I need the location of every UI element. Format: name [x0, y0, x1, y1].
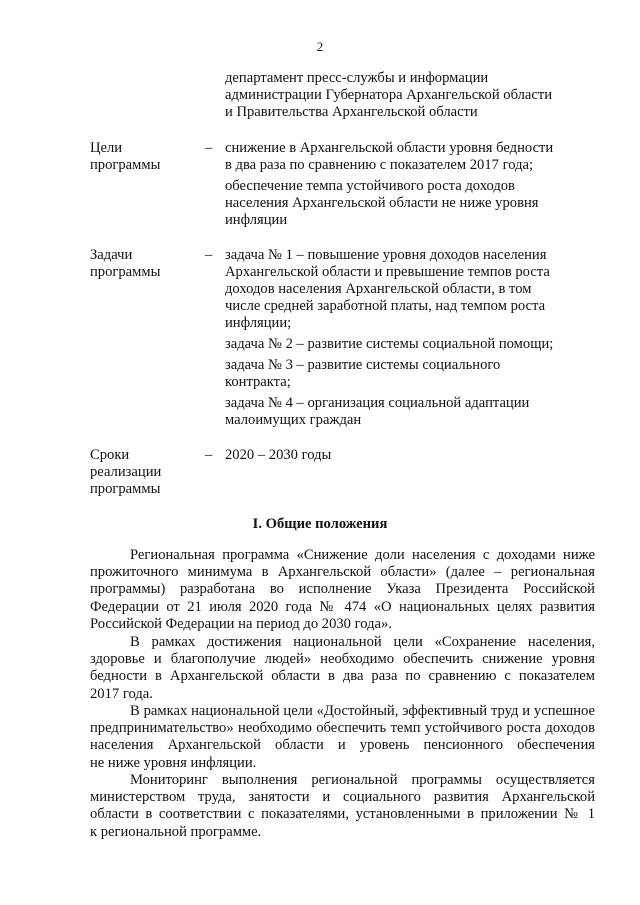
tasks-item-line: инфляции;: [225, 315, 292, 331]
tasks-label: Задачи: [90, 247, 133, 263]
paragraph-line: области в соответствии с показателями, установленными в приложении № 1: [90, 806, 595, 823]
responsible-line: департамент пресс-службы и информации: [225, 70, 489, 86]
tasks-dash: –: [205, 247, 213, 263]
terms-label: программы: [90, 481, 161, 497]
goals-item-line: снижение в Архангельской области уровня бедности: [225, 140, 554, 156]
tasks-item-line: задача № 4 – организация социальной адаптации: [225, 395, 530, 411]
paragraph-line: В рамках национальной цели «Достойный, эффективный труд и успешное: [130, 703, 595, 719]
paragraph-line: 2017 года.: [90, 685, 153, 702]
tasks-item-line: доходов населения Архангельской области, в том: [225, 281, 532, 297]
tasks-item-line: задача № 1 – повышение уровня доходов населения: [225, 247, 547, 263]
responsible-line: и Правительства Архангельской области: [225, 104, 478, 120]
tasks-item-line: числе средней заработной платы, над темпом роста: [225, 298, 546, 314]
tasks-item-line: малоимущих граждан: [225, 412, 362, 428]
terms-dash: –: [205, 447, 213, 463]
goals-item-line: населения Архангельской области не ниже уровня: [225, 195, 539, 211]
tasks-item-line: задача № 3 – развитие системы социального: [225, 357, 501, 373]
terms-label: реализации: [90, 464, 162, 480]
paragraph-line: Региональная программа «Снижение доли населения с доходами ниже: [130, 547, 595, 563]
responsible-line: администрации Губернатора Архангельской области: [225, 87, 553, 103]
paragraph-line: Мониторинг выполнения региональной программы осуществляется: [130, 772, 595, 788]
goals-label: Цели: [90, 140, 123, 156]
page-number: 2: [316, 39, 324, 54]
paragraph-line: прожиточного минимума в Архангельской области» (далее – региональная: [90, 564, 595, 581]
paragraph: [90, 772, 595, 841]
paragraph-line: предпринимательство» необходимо обеспечить темп устойчивого роста доходов: [90, 720, 595, 737]
tasks-item-line: Архангельской области и превышение темпов роста: [225, 264, 550, 280]
paragraph-line: к региональной программе.: [90, 823, 262, 840]
tasks-item-line: задача № 2 – развитие системы социальной помощи;: [225, 336, 554, 352]
paragraph-line: В рамках достижения национальной цели «Сохранение населения,: [130, 634, 595, 650]
paragraph-line: населения Архангельской области и уровень пенсионного обеспечения: [90, 737, 595, 754]
goals-label: программы: [90, 157, 161, 173]
paragraph-line: Российской Федерации на период до 2030 года».: [90, 615, 392, 632]
tasks-item-line: контракта;: [225, 374, 291, 390]
section-heading: I. Общие положения: [252, 516, 388, 532]
paragraph-line: Федерации от 21 июля 2020 года № 474 «О национальных целях развития: [90, 598, 595, 615]
paragraph-line: не ниже уровня инфляции.: [90, 754, 257, 771]
terms-label: Сроки: [90, 447, 130, 463]
paragraph: [90, 547, 595, 633]
paragraph: [90, 634, 595, 703]
paragraph: [90, 703, 595, 772]
paragraph-line: программы) разработана во исполнение Указа Президента Российской: [90, 581, 595, 598]
goals-item-line: инфляции: [225, 212, 288, 228]
terms-item-line: 2020 – 2030 годы: [225, 447, 332, 463]
goals-item-line: обеспечение темпа устойчивого роста доходов: [225, 178, 515, 194]
paragraph-line: министерством труда, занятости и социального развития Архангельской: [90, 789, 595, 806]
paragraph-line: бедности в Архангельской области в два раза по сравнению с показателем: [90, 668, 595, 685]
goals-item-line: в два раза по сравнению с показателем 2017 года;: [225, 157, 534, 173]
goals-dash: –: [205, 140, 213, 156]
tasks-label: программы: [90, 264, 161, 280]
paragraph-line: здоровье и благополучие людей» необходимо обеспечить снижение уровня: [90, 651, 595, 668]
